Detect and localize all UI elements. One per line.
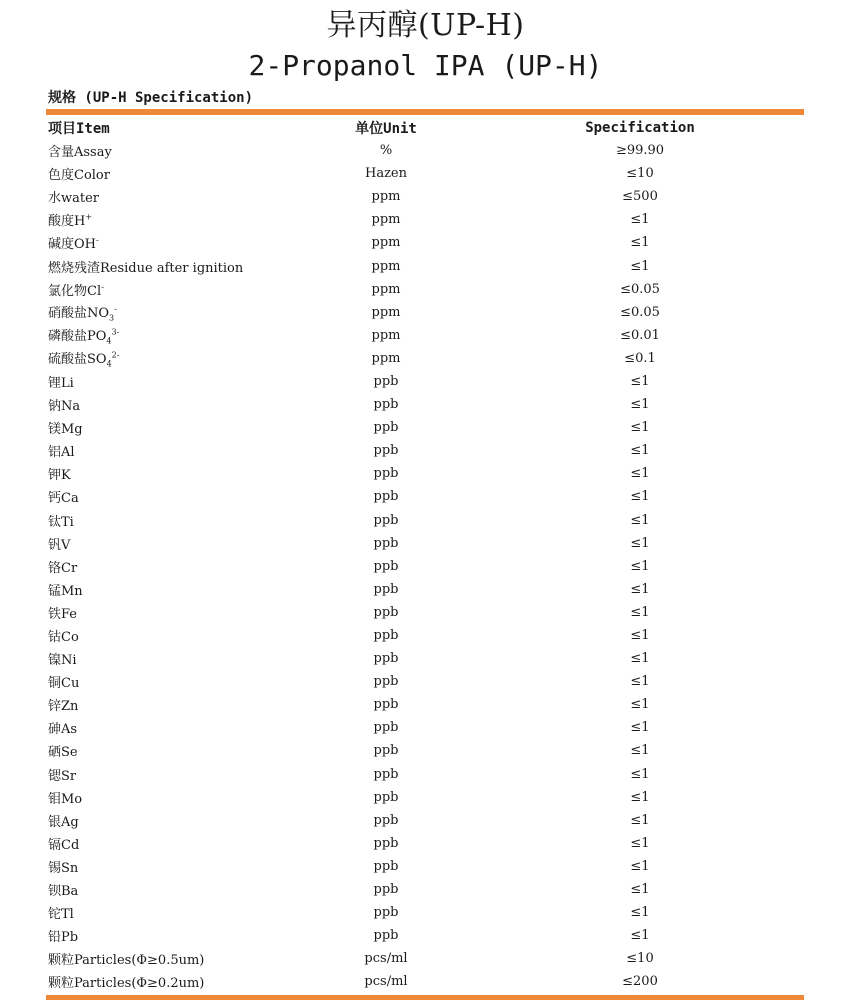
row-item-label: 锶Sr	[48, 768, 77, 784]
row-specification: ≤1	[630, 928, 650, 944]
row-item	[46, 462, 296, 485]
row-specification: ≤0.1	[624, 350, 656, 366]
row-item-label: 硝酸盐NO	[48, 305, 110, 321]
row-specification: ≤0.05	[620, 304, 660, 320]
header-divider	[46, 109, 804, 115]
row-item	[46, 624, 296, 647]
row-item-label: 钠Na	[48, 399, 81, 415]
row-item-label: 硒Se	[48, 745, 78, 761]
row-item	[46, 763, 296, 786]
row-item-superscript: -	[101, 282, 104, 292]
table-row	[46, 670, 804, 693]
row-specification: ≤1	[630, 720, 650, 736]
row-item	[46, 416, 296, 439]
table-row	[46, 462, 804, 485]
row-item	[46, 278, 296, 301]
row-item	[46, 185, 296, 208]
row-unit: pcs/ml	[364, 951, 408, 967]
row-item-label: 水water	[48, 191, 100, 207]
row-item	[46, 970, 296, 993]
table-row	[46, 924, 804, 947]
row-specification: ≤200	[622, 974, 658, 990]
row-item	[46, 716, 296, 739]
table-row	[46, 970, 804, 993]
row-unit: ppb	[373, 512, 399, 528]
table-row	[46, 162, 804, 185]
table-row	[46, 301, 804, 324]
table-header-row	[46, 117, 804, 139]
row-specification: ≤1	[630, 882, 650, 898]
row-unit: pcs/ml	[364, 974, 408, 990]
row-specification: ≤0.05	[620, 281, 660, 297]
row-item	[46, 324, 296, 347]
table-row	[46, 578, 804, 601]
row-specification: ≤10	[626, 951, 654, 967]
row-item-label: 镉Cd	[48, 837, 80, 853]
row-unit: ppb	[373, 581, 399, 597]
row-specification: ≤1	[630, 443, 650, 459]
row-item	[46, 693, 296, 716]
row-item-label: 镍Ni	[48, 653, 77, 669]
row-specification: ≤1	[630, 258, 650, 274]
row-specification: ≤1	[630, 489, 650, 505]
row-specification: ≤1	[630, 235, 650, 251]
row-unit: ppb	[373, 697, 399, 713]
row-item-label: 氯化物Cl	[48, 283, 102, 299]
page-subtitle-english: 2-Propanol IPA (UP-H)	[248, 49, 603, 82]
row-specification: ≤1	[630, 674, 650, 690]
table-row	[46, 254, 804, 277]
table-row	[46, 809, 804, 832]
row-item-label: 色度Color	[48, 168, 110, 184]
row-unit: ppb	[373, 928, 399, 944]
table-row	[46, 763, 804, 786]
row-unit: ppb	[373, 535, 399, 551]
row-item	[46, 832, 296, 855]
table-row	[46, 393, 804, 416]
row-unit: ppb	[373, 604, 399, 620]
row-specification: ≤1	[630, 604, 650, 620]
table-row	[46, 416, 804, 439]
row-item	[46, 485, 296, 508]
row-unit: ppm	[371, 235, 401, 251]
table-row	[46, 716, 804, 739]
row-unit: ppb	[373, 766, 399, 782]
row-specification: ≤1	[630, 766, 650, 782]
specification-table	[46, 117, 804, 993]
row-item-subscript: 4	[106, 336, 112, 346]
row-specification: ≤1	[630, 535, 650, 551]
row-unit: ppb	[373, 651, 399, 667]
table-row	[46, 855, 804, 878]
table-row	[46, 347, 804, 370]
row-item	[46, 370, 296, 393]
row-specification: ≤1	[630, 905, 650, 921]
row-item-label: 锡Sn	[48, 860, 79, 876]
row-item	[46, 393, 296, 416]
row-item	[46, 347, 296, 370]
table-row	[46, 601, 804, 624]
row-unit: ppb	[373, 628, 399, 644]
row-unit: ppb	[373, 489, 399, 505]
row-specification: ≤1	[630, 628, 650, 644]
row-item-label: 镁Mg	[48, 422, 83, 438]
row-item	[46, 162, 296, 185]
row-specification: ≥99.90	[615, 143, 665, 159]
row-item	[46, 601, 296, 624]
row-unit: ppb	[373, 466, 399, 482]
row-unit: ppb	[373, 397, 399, 413]
table-row	[46, 739, 804, 762]
row-specification: ≤1	[630, 420, 650, 436]
row-item	[46, 901, 296, 924]
row-item-label: 银Ag	[48, 814, 79, 830]
row-item	[46, 947, 296, 970]
table-row	[46, 370, 804, 393]
table-row	[46, 185, 804, 208]
row-item-label: 锰Mn	[48, 583, 83, 599]
row-unit: ppm	[371, 258, 401, 274]
row-item-label: 钙Ca	[48, 491, 79, 507]
row-item-label: 铝Al	[48, 445, 75, 461]
row-item	[46, 786, 296, 809]
column-header-unit: 单位Unit	[355, 121, 417, 137]
table-row	[46, 532, 804, 555]
row-unit: %	[379, 143, 393, 159]
row-item-label: 钒V	[48, 537, 71, 553]
row-item	[46, 878, 296, 901]
row-unit: ppb	[373, 905, 399, 921]
row-specification: ≤1	[630, 697, 650, 713]
table-row	[46, 832, 804, 855]
row-item	[46, 208, 296, 231]
row-item-superscript: -	[96, 236, 99, 246]
row-item	[46, 578, 296, 601]
row-item-label: 铬Cr	[48, 560, 78, 576]
row-item	[46, 532, 296, 555]
row-unit: ppm	[371, 189, 401, 205]
row-unit: ppm	[371, 281, 401, 297]
row-item	[46, 555, 296, 578]
row-item-label: 锂Li	[48, 375, 74, 391]
row-specification: ≤1	[630, 858, 650, 874]
table-row	[46, 555, 804, 578]
row-item	[46, 139, 296, 162]
table-row	[46, 439, 804, 462]
row-specification: ≤1	[630, 743, 650, 759]
row-item-subscript: 3	[109, 313, 115, 323]
row-unit: ppm	[371, 304, 401, 320]
row-item-label: 铁Fe	[48, 606, 78, 622]
table-row	[46, 324, 804, 347]
table-row	[46, 647, 804, 670]
row-unit: ppb	[373, 812, 399, 828]
table-row	[46, 278, 804, 301]
footer-divider	[46, 995, 804, 1000]
row-item-label: 铊Tl	[48, 907, 74, 923]
row-item	[46, 924, 296, 947]
table-row	[46, 786, 804, 809]
row-item-label: 钼Mo	[48, 791, 83, 807]
row-item	[46, 439, 296, 462]
row-unit: ppm	[371, 350, 401, 366]
table-row	[46, 231, 804, 254]
row-item-label: 碱度OH	[48, 237, 96, 253]
row-item	[46, 301, 296, 324]
row-unit: ppm	[371, 212, 401, 228]
table-row	[46, 878, 804, 901]
row-item-label: 钴Co	[48, 630, 79, 646]
row-unit: ppb	[373, 373, 399, 389]
row-item-label: 颗粒Particles(Φ≥0.5um)	[48, 953, 205, 969]
row-item	[46, 647, 296, 670]
row-unit: ppb	[373, 674, 399, 690]
row-item-label: 磷酸盐PO	[48, 329, 107, 344]
row-specification: ≤1	[630, 373, 650, 389]
row-item-label: 铅Pb	[48, 930, 79, 946]
row-item-subscript: 4	[106, 359, 112, 369]
row-item-label: 铜Cu	[48, 676, 80, 692]
row-item	[46, 231, 296, 254]
row-specification: ≤1	[630, 835, 650, 851]
table-row	[46, 509, 804, 532]
column-header-specification: Specification	[585, 120, 695, 136]
row-specification: ≤1	[630, 651, 650, 667]
row-item-label: 钡Ba	[48, 884, 79, 900]
row-item-label: 硫酸盐SO	[48, 352, 107, 368]
table-row	[46, 485, 804, 508]
row-unit: ppm	[371, 327, 401, 343]
row-specification: ≤1	[630, 466, 650, 482]
row-item-label: 钾K	[48, 468, 71, 484]
row-specification: ≤1	[630, 789, 650, 805]
row-unit: ppb	[373, 743, 399, 759]
row-item	[46, 670, 296, 693]
row-item-superscript: +	[85, 213, 93, 222]
row-unit: ppb	[373, 720, 399, 736]
row-item-label: 含量Assay	[48, 145, 112, 161]
row-item	[46, 254, 296, 277]
table-row	[46, 624, 804, 647]
row-unit: ppb	[373, 443, 399, 459]
row-specification: ≤1	[630, 512, 650, 528]
page-title: 异丙醇(UP-H)	[326, 8, 525, 43]
row-unit: ppb	[373, 789, 399, 805]
row-item	[46, 855, 296, 878]
table-row	[46, 139, 804, 162]
table-row	[46, 693, 804, 716]
table-row	[46, 901, 804, 924]
row-item-label: 酸度H	[48, 214, 86, 230]
row-unit: ppb	[373, 558, 399, 574]
row-specification: ≤10	[626, 166, 654, 182]
row-specification: ≤1	[630, 812, 650, 828]
row-specification: ≤500	[622, 189, 658, 205]
row-specification: ≤0.01	[620, 327, 660, 343]
table-row	[46, 947, 804, 970]
table-row	[46, 208, 804, 231]
column-header-item: 项目Item	[48, 121, 110, 137]
row-item-label: 颗粒Particles(Φ≥0.2um)	[48, 976, 205, 992]
row-unit: ppb	[373, 835, 399, 851]
specification-heading: 规格 (UP-H Specification)	[48, 90, 254, 106]
row-item	[46, 739, 296, 762]
row-unit: ppb	[373, 420, 399, 436]
row-specification: ≤1	[630, 558, 650, 574]
row-item-label: 燃烧残渣Residue after ignition	[48, 260, 244, 276]
row-item-label: 砷As	[48, 722, 78, 738]
row-item-superscript: 3-	[111, 327, 120, 337]
row-item-label: 锌Zn	[48, 699, 79, 715]
row-item-superscript: -	[114, 304, 117, 314]
row-specification: ≤1	[630, 581, 650, 597]
row-item	[46, 809, 296, 832]
row-specification: ≤1	[630, 212, 650, 228]
row-unit: ppb	[373, 882, 399, 898]
row-specification: ≤1	[630, 397, 650, 413]
row-unit: ppb	[373, 858, 399, 874]
row-item-superscript: 2-	[111, 350, 120, 360]
row-item-label: 钛Ti	[48, 514, 74, 530]
row-unit: Hazen	[364, 166, 407, 182]
row-item	[46, 509, 296, 532]
